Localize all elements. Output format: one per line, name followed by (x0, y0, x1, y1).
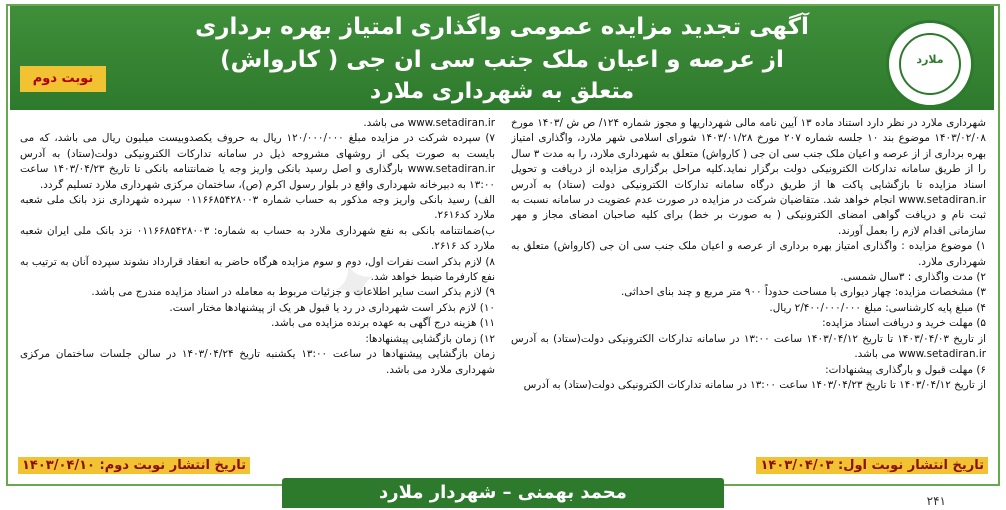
municipality-logo-icon (886, 20, 974, 108)
paragraph: ۸) لازم بذکر است نفرات اول، دوم و سوم مزایده هرگاه حاضر به انعقاد قرارداد نشوند سپرده آنان به ترتیب به نفع کارفرما ضبط خواهد شد. (20, 255, 495, 284)
first-publish-date-text: تاریخ انتشار نوبت اول: ۱۴۰۳/۰۴/۰۳ (756, 457, 988, 474)
logo-text: ملارد (916, 53, 944, 66)
paragraph: www.setadiran.ir می باشد. (363, 117, 495, 129)
right-column (511, 116, 986, 454)
paragraph: ۶) مهلت قبول و بارگذاری پیشنهادات: (825, 363, 986, 376)
paragraph: ۱) موضوع مزایده : واگذاری امتیاز بهره برداری از عرصه و اعیان ملک جنب سی ان جی (کارواش) متعلق به شهرداری ملارد. (511, 240, 986, 268)
title-line-3: متعلق به شهرداری ملارد (369, 79, 635, 104)
paragraph: ۹) لازم بذکر است سایر اطلاعات و جزئیات مربوط به معامله در اسناد مزایده مندرج می باشد. (91, 286, 495, 299)
paragraph: زمان بازگشایی پیشنهادها در ساعت ۱۳:۰۰ یکشنبه تاریخ ۱۴۰۳/۰۴/۲۴ در سالن جلسات ساختمان مرکزی شهرداری ملارد می باشد. (20, 348, 495, 376)
paragraph: ۱۲) زمان بازگشایی پیشنهادها: (365, 332, 495, 345)
paragraph: از تاریخ ۱۴۰۳/۰۴/۱۲ تا تاریخ ۱۴۰۳/۰۴/۲۳ ساعت ۱۳:۰۰ در سامانه تدارکات الکترونیکی دولت(ستاد) به آدرس (523, 378, 986, 391)
paragraph: ۷) سپرده شرکت در مزایده مبلغ ۱۲۰/۰۰۰/۰۰۰ ریال به حروف یکصدوبیست میلیون ریال می باشد، که می بایست به صورت یکی از روشهای مشروحه ذیل در سامانه تدارکات الکترونیکی دولت(ستاد) به آدرس www.setadiran.ir بارگذاری و اصل رسید بانکی واریز وجه یا ضمانتنامه بانکی تا تاریخ ۱۴۰۳/۰۴/۲۳ ساعت ۱۳:۰۰ به دبیرخانه شهرداری واقع در بلوار رسول اکرم (ص)، ساختمان مرکزی شهرداری ملارد تسلیم گردد. (20, 132, 495, 191)
second-publish-date-text: تاریخ انتشار نوبت دوم: ۱۴۰۳/۰۴/۱۰ (18, 457, 250, 474)
paragraph: ۱۰) لازم بذکر است شهرداری در رد یا قبول هر یک از پیشنهادها مختار است. (169, 301, 495, 314)
paragraph: الف) رسید بانکی واریز وجه مذکور به حساب شماره ۰۱۱۶۶۸۵۴۲۸۰۰۳ سپرده شهرداری نزد بانک ملی شعبه ملارد کد۲۶۱۶. (20, 194, 495, 222)
paragraph: ۴) مبلغ پایه کارشناسی: مبلغ ۲/۴۰۰/۰۰۰/۰۰۰ ریال. (769, 301, 986, 314)
paragraph: شهرداری ملارد در نظر دارد استناد ماده ۱۳ آیین نامه مالی شهرداریها و مجوز شماره ۱۲۴/ ص ش /۱۴۰۳ مورخ ۱۴۰۳/۰۲/۰۸ موضوع بند ۱۰ جلسه شماره ۲۰۷ مورخ ۱۴۰۳/۰۱/۲۸ شورای اسلامی شهر ملارد، واگذاری امتیاز بهره برداری از از عرصه و اعیان ملک جنب سی ان جی ( کارواش) متعلق به شهرداری ملارد، را به مدت ۳ سال را از طریق سامانه تدارکات الکترونیکی دولت برگزار نماید.کلیه مراحل برگزاری مزایده از دریافت و تحویل اسناد مزایده تا بازگشایی پاکت ها از طریق درگاه سامانه تدارکات الکترونیکی دولت (ستاد) به آدرس www.setadiran.ir انجام خواهد شد. متقاضیان شرکت در مزایده در صورت عدم عضویت در سامانه نسبت به ثبت نام و دریافت گواهی امضای الکترونیکی ( به صورت بر خط) برای کلیه صاحبان امضای مجاز و مهر سازمانی اقدام لازم را بعمل آورند. (511, 117, 986, 237)
first-publish-date (738, 455, 988, 476)
page-number: ۲۴۱ (926, 494, 946, 508)
ad-header (10, 6, 994, 110)
left-column (20, 116, 495, 454)
paragraph: ب)ضمانتنامه بانکی به نفع شهرداری ملارد به حساب به شماره: ۰۱۱۶۶۸۵۴۲۸۰۰۳ نزد بانک ملی ایران شعبه ملارد کد ۲۶۱۶. (20, 224, 495, 253)
paragraph: ۳) مشخصات مزایده: چهار دیواری با مساحت حدوداً ۹۰۰ متر مربع و چند بنای احداثی. (620, 286, 986, 299)
title-line-2: از عرصه و اعیان ملک جنب سی ان جی ( کارواش) (220, 47, 784, 73)
paragraph: ۱۱) هزینه درج آگهی به عهده برنده مزایده می باشد. (271, 317, 495, 330)
paragraph: از تاریخ ۱۴۰۳/۰۴/۰۳ تا تاریخ ۱۴۰۳/۰۴/۱۲ ساعت ۱۳:۰۰ در سامانه تدارکات الکترونیکی دولت(ستاد) به آدرس www.setadiran.ir می باشد. (511, 332, 986, 361)
paragraph: ۲) مدت واگذاری : ۳سال شمسی. (840, 271, 986, 284)
watermark: ✦ (319, 243, 391, 327)
round-badge: نوبت دوم (20, 66, 106, 92)
signature-footer: محمد بهمنی – شهردار ملارد (282, 478, 724, 508)
title-line-1: آگهی تجدید مزایده عمومی واگذاری امتیاز بهره برداری (195, 14, 809, 40)
second-publish-date (18, 455, 268, 476)
paragraph: ۵) مهلت خرید و دریافت اسناد مزایده: (822, 317, 986, 330)
